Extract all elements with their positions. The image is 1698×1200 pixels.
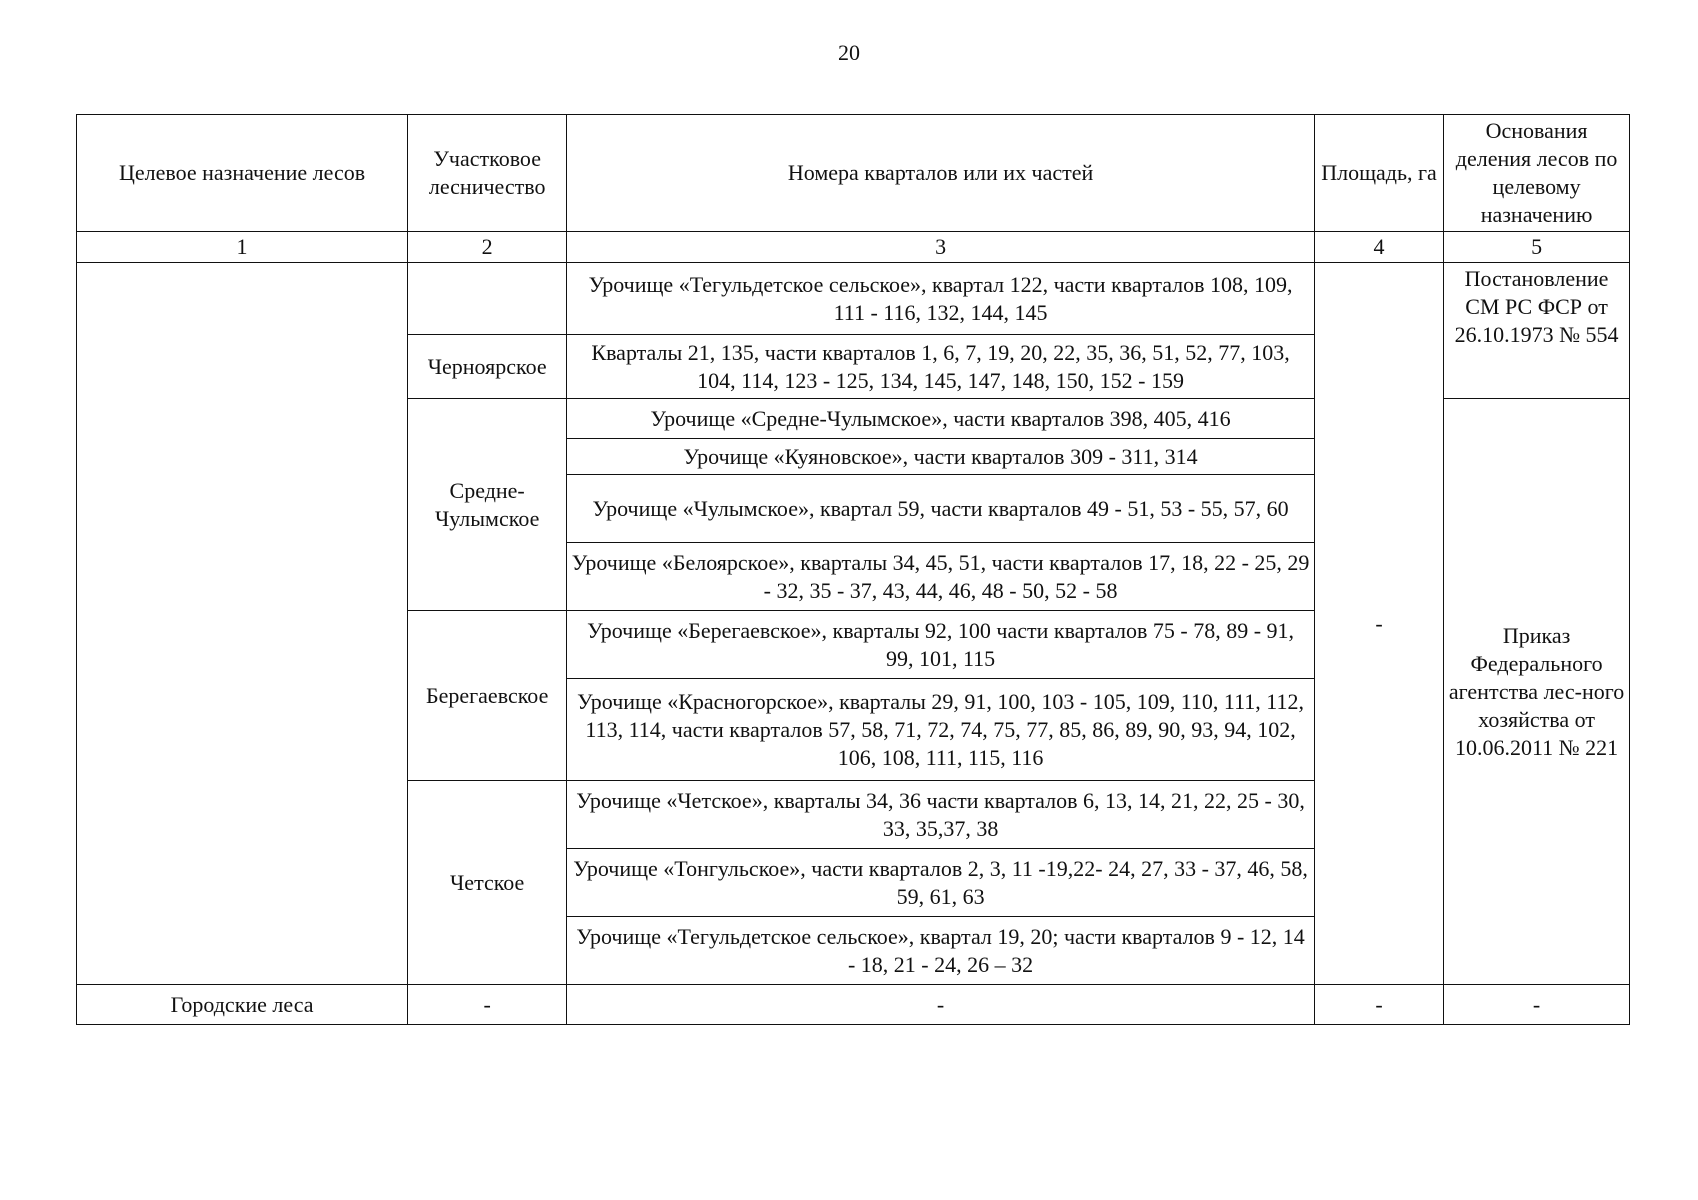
forest-allocation-table (76, 114, 1630, 1025)
column-number-1: 1 (77, 232, 408, 263)
header-quarters: Номера кварталов или их частей (567, 115, 1315, 232)
quarters-cell: Урочище «Средне-Чулымское», части кварталов 398, 405, 416 (567, 399, 1315, 439)
area-cell: - (1314, 985, 1443, 1025)
table-row-urban-forests (77, 985, 1630, 1025)
header-purpose: Целевое назначение лесов (77, 115, 408, 232)
quarters-cell: Урочище «Белоярское», кварталы 34, 45, 51, части кварталов 17, 18, 22 - 25, 29 - 32, 35 - 37, 43, 44, 46, 48 - 50, 52 - 58 (567, 543, 1315, 611)
district-cell-empty (408, 263, 567, 335)
column-number-3: 3 (567, 232, 1315, 263)
district-cell: Четское (408, 781, 567, 985)
district-cell: Средне-Чулымское (408, 399, 567, 611)
purpose-cell: Городские леса (77, 985, 408, 1025)
basis-cell: - (1444, 985, 1630, 1025)
table-row (77, 263, 1630, 335)
basis-cell-1: Постановление СМ РС ФСР от 26.10.1973 № 554 (1444, 263, 1630, 399)
area-cell: - (1314, 263, 1443, 985)
basis-cell-2: Приказ Федерального агентства лес-ного хозяйства от 10.06.2011 № 221 (1444, 399, 1630, 985)
district-cell: Черноярское (408, 335, 567, 399)
district-cell: Берегаевское (408, 611, 567, 781)
quarters-cell: Урочище «Берегаевское», кварталы 92, 100 части кварталов 75 - 78, 89 - 91, 99, 101, 115 (567, 611, 1315, 679)
column-number-2: 2 (408, 232, 567, 263)
quarters-cell: - (567, 985, 1315, 1025)
purpose-cell-empty (77, 263, 408, 985)
header-basis: Основания деления лесов по целевому назначению (1444, 115, 1630, 232)
quarters-cell: Урочище «Тегульдетское сельское», квартал 122, части кварталов 108, 109, 111 - 116, 132, 144, 145 (567, 263, 1315, 335)
quarters-cell: Урочище «Тонгульское», части кварталов 2, 3, 11 -19,22- 24, 27, 33 - 37, 46, 58, 59, 61, 63 (567, 849, 1315, 917)
column-number-5: 5 (1444, 232, 1630, 263)
quarters-cell: Урочище «Куяновское», части кварталов 309 - 311, 314 (567, 439, 1315, 475)
page-number: 20 (838, 40, 860, 65)
column-number-4: 4 (1314, 232, 1443, 263)
district-cell: - (408, 985, 567, 1025)
quarters-cell: Урочище «Красногорское», кварталы 29, 91, 100, 103 - 105, 109, 110, 111, 112, 113, 114, части кварталов 57, 58, 71, 72, 74, 75, 77, 85, 86, 89, 90, 93, 94, 102, 106, 108, 111, 115, 116 (567, 679, 1315, 781)
header-district: Участковое лесничество (408, 115, 567, 232)
table-header-row (77, 115, 1630, 232)
column-number-row (77, 232, 1630, 263)
quarters-cell: Урочище «Четское», кварталы 34, 36 части кварталов 6, 13, 14, 21, 22, 25 - 30, 33, 35,37, 38 (567, 781, 1315, 849)
header-area: Площадь, га (1314, 115, 1443, 232)
quarters-cell: Урочище «Тегульдетское сельское», квартал 19, 20; части кварталов 9 - 12, 14 - 18, 21 - 24, 26 – 32 (567, 917, 1315, 985)
quarters-cell: Урочище «Чулымское», квартал 59, части кварталов 49 - 51, 53 - 55, 57, 60 (567, 475, 1315, 543)
quarters-cell: Кварталы 21, 135, части кварталов 1, 6, 7, 19, 20, 22, 35, 36, 51, 52, 77, 103, 104, 114, 123 - 125, 134, 145, 147, 148, 150, 152 - 159 (567, 335, 1315, 399)
